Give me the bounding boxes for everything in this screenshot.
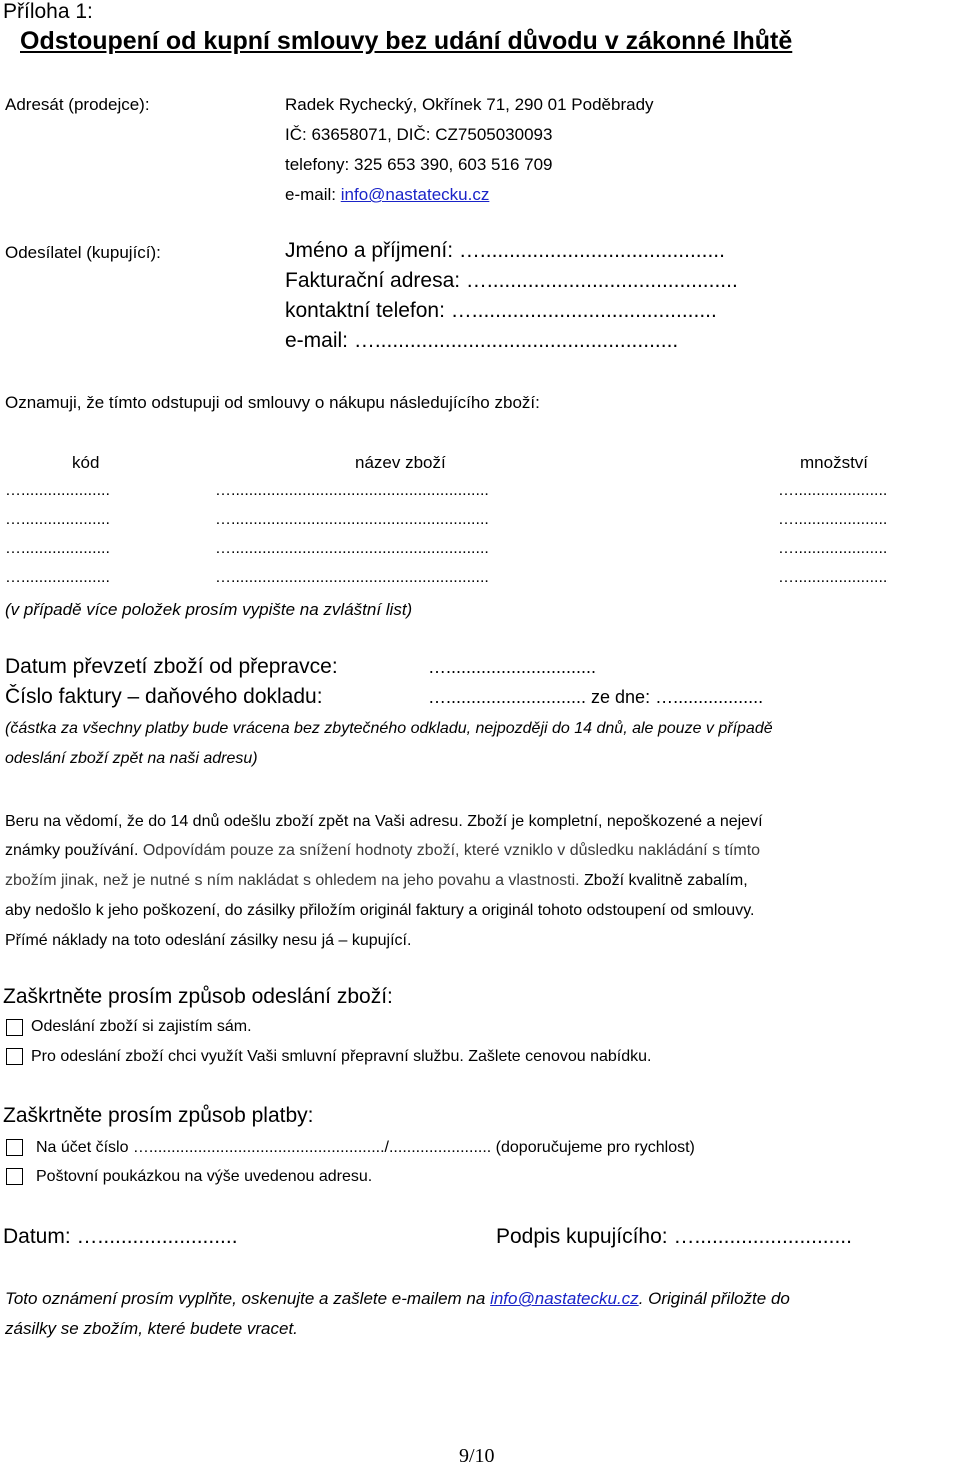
recipient-line1: Radek Rychecký, Okřínek 71, 290 01 Poděbrady [285,95,654,114]
footer-email-link[interactable]: info@nastatecku.cz [490,1289,639,1308]
goods-row-name: ….......................................................... [215,569,489,586]
recipient-email-line [285,185,489,205]
page-number: 9/10 [459,1445,495,1467]
goods-row-code: ….................... [5,569,110,586]
shipping-self-checkbox[interactable] [6,1019,23,1036]
goods-row-name: ….......................................................... [215,482,489,499]
receipt-date-value: ….............................. [428,657,597,677]
conditions-line4: aby nedošlo k jeho poškození, do zásilky přiložím originál faktury a originál tohoto odstoupení od smlouvy. [5,902,755,919]
goods-row-name: ….......................................................... [215,540,489,557]
shipping-heading: Zaškrtněte prosím způsob odeslání zboží: [3,985,393,1008]
sender-name-field: Jméno a příjmení: ….......................................... [285,239,725,262]
goods-header-qty: množství [800,453,869,472]
goods-row-qty: …..................... [778,540,888,557]
goods-row-qty: …..................... [778,511,888,528]
footer-line1 [5,1289,790,1309]
recipient-line3: telefony: 325 653 390, 603 516 709 [285,155,553,174]
conditions-line3b: Zboží kvalitně zabalím, [579,872,748,889]
recipient-label: Adresát (prodejce): [5,95,150,114]
attachment-label: Příloha 1: [3,0,93,23]
goods-row-code: ….................... [5,482,110,499]
recipient-line2: IČ: 63658071, DIČ: CZ7505030093 [285,125,553,144]
goods-row-name: ….......................................................... [215,511,489,528]
conditions-line3a: zbožím jinak, než je nutné s ním nakládat s ohledem na jeho povahu a vlastnosti. [5,872,580,889]
sender-label: Odesílatel (kupující): [5,243,161,262]
sender-address-field: Fakturační adresa: …........................................... [285,269,738,292]
shipping-carrier-checkbox[interactable] [6,1048,23,1065]
shipping-carrier-label: Pro odeslání zboží chci využít Vaši smluvní přepravní službu. Zašlete cenovou nabídku. [31,1048,652,1065]
goods-note: (v případě více položek prosím vypište na zvláštní list) [5,600,413,619]
goods-row-code: ….................... [5,511,110,528]
payment-postal-checkbox[interactable] [6,1168,23,1185]
goods-row-code: ….................... [5,540,110,557]
sender-email-field: e-mail: ….................................................... [285,329,679,352]
payment-account-label: Na účet číslo …...................................................../....................... (doporučujeme pro rychlost) [36,1139,695,1156]
receipt-date-label: Datum převzetí zboží od přepravce: [5,655,338,678]
signature-date-field: Datum: …........................ [3,1225,238,1248]
conditions-line2b: Odpovídám pouze za snížení hodnoty zboží, které vzniklo v důsledku nakládání s tímto [142,842,761,859]
recipient-email-prefix: e-mail: [285,185,341,204]
conditions-line3 [5,866,748,896]
footer-line1-suffix: . Originál přiložte do [638,1289,790,1308]
footer-line1-prefix: Toto oznámení prosím vyplňte, oskenujte a zašlete e-mailem na [5,1289,491,1308]
sender-phone-field: kontaktní telefon: ….......................................... [285,299,717,322]
goods-header-code: kód [72,453,100,472]
footer-line2: zásilky se zbožím, které budete vracet. [5,1319,298,1338]
shipping-self-label: Odeslání zboží si zajistím sám. [31,1018,252,1035]
refund-note-line1: (částka za všechny platby bude vrácena bez zbytečného odkladu, nejpozději do 14 dnů, ale pouze v případě [5,720,773,737]
goods-row-qty: …..................... [778,569,888,586]
conditions-line2a: známky používání. [5,842,143,859]
page-title: Odstoupení od kupní smlouvy bez udání důvodu v zákonné lhůtě [20,27,793,55]
refund-note-line2: odeslání zboží zpět na naši adresu) [5,750,258,767]
recipient-email-link[interactable]: info@nastatecku.cz [340,185,490,204]
payment-postal-label: Poštovní poukázkou na výše uvedenou adresu. [36,1168,373,1185]
conditions-line1: Beru na vědomí, že do 14 dnů odešlu zboží zpět na Vaši adresu. Zboží je kompletní, nepoškozené a nejeví [5,813,763,830]
goods-header-name: název zboží [355,453,446,472]
conditions-line5: Přímé náklady na toto odeslání zásilky nesu já – kupující. [5,932,412,949]
goods-row-qty: …..................... [778,482,888,499]
withdrawal-statement: Oznamuji, že tímto odstupuji od smlouvy o nákupu následujícího zboží: [5,393,540,412]
conditions-line2 [5,836,760,866]
payment-account-checkbox[interactable] [6,1139,23,1156]
invoice-value: …............................ ze dne: ….................. [428,687,764,707]
signature-field: Podpis kupujícího: …........................... [496,1225,852,1248]
invoice-label: Číslo faktury – daňového dokladu: [5,685,323,708]
payment-heading: Zaškrtněte prosím způsob platby: [3,1104,314,1127]
